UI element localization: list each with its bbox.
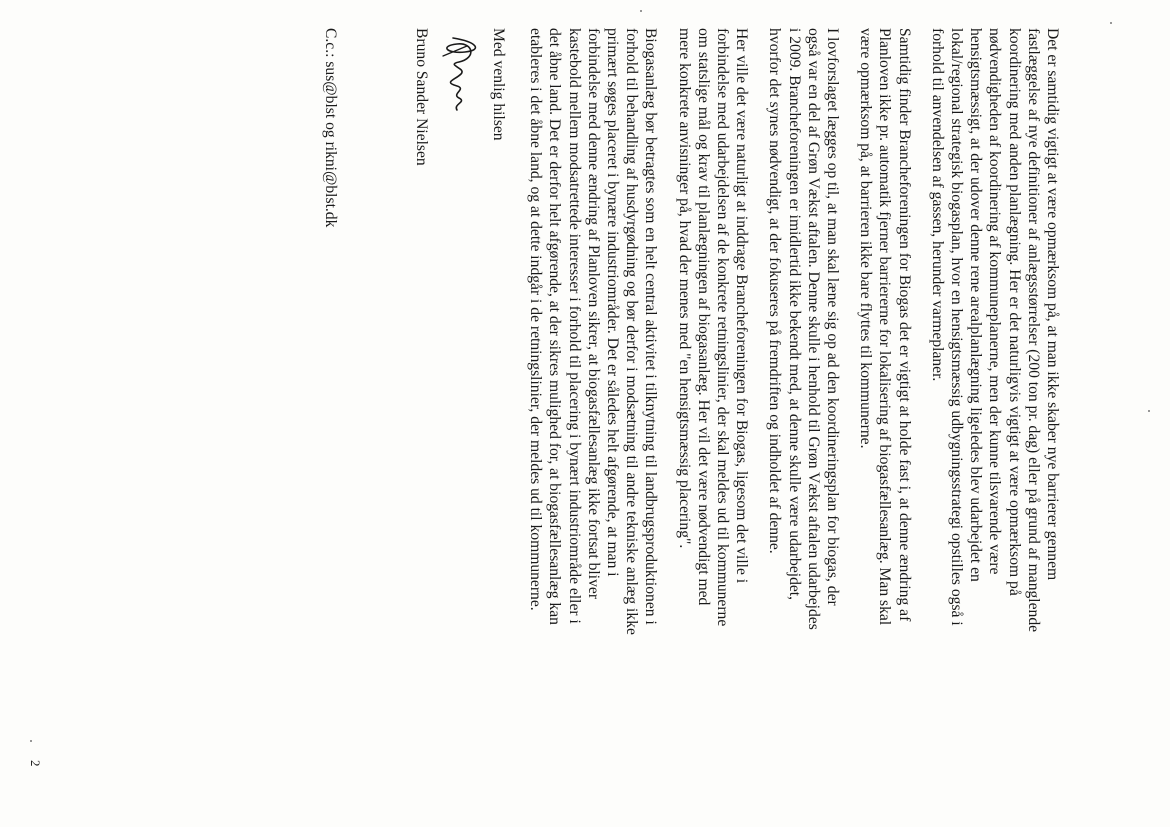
signature xyxy=(431,28,489,763)
paragraph-4: Her ville det være naturligt at inddrage Brancheforeningen for Biogas, ligesom det ville i forbindelse med udarbejdelsen af de konkrete retningslinier, der skal meldes ud til kommunerne om statslige mål og krav til planlægningen af biogasanlæg. Her vil det være nødvendigt med mere konkrete anvisninger på, hvad der menes med "en hensigtsmæssig placering". xyxy=(675,28,751,627)
closing-block xyxy=(320,28,508,763)
signature-scribble-icon xyxy=(433,32,487,152)
signatory-name: Bruno Sander Nielsen xyxy=(412,28,430,166)
scan-speck xyxy=(640,10,642,12)
paragraph-1: Det er samtidig vigtigt at være opmærksom på, at man ikke skaber nye barrierer gennem fastlæggelse af nye definitioner af anlægsstørrelser (200 ton pr. dag) eller på grund af manglende koordinering med anden planlægning. Her er det naturligvis vigtigt at være opmærksom på nødvendigheden af koordinering af kommuneplanerne, men der kunne tilsvarende være hensigtsmæssigt, at der udover denne rene arealplanlægning ligeledes blev udarbejdet en lokal/regional strategisk biogasplan, hvor en hensigtsmæssig udbygningsstrategi opstilles også i forhold til anvendelsen af gassen, herunder varmeplaner. xyxy=(928,28,1061,633)
page-number: 2 xyxy=(28,760,43,767)
scan-speck xyxy=(1148,410,1150,412)
paragraph-2: Samtidig finder Brancheforeningen for Biogas det er vigtigt at holde fast i, at denne ændring af Planloven ikke pr. automatik fjerner barriererne for lokalisering af biogasfællesanlæg. Man skal være opmærksom på, at barrieren ikke bare flyttes til kommunerne. xyxy=(857,28,913,626)
closing-salutation: Med venlig hilsen xyxy=(489,28,507,141)
scan-speck xyxy=(1110,22,1112,24)
scan-speck xyxy=(30,740,32,742)
paragraph-3: I lovforslaget lægges op til, at man skal læne sig op ad den koordineringsplan for biogas, der også var en del af Grøn Vækst aftalen. Denne skulle i henhold til Grøn Vækst aftalen udarbejdes i 2009. Brancheforeningen er imidlertid ikke bekendt med, at denne skulle være udarbejdet, hvorfor det synes nødvendigt, at der fokuseres på fremdriften og indholdet af denne. xyxy=(766,28,841,630)
cc-line: C.c.: sus@blst og rikni@blst.dk xyxy=(321,28,339,228)
paragraph-5: Biogasanlæg bør betragtes som en helt central aktivitet i tilknytning til landbrugsproduktionen i forhold til behandling af husdyrgødning og bør derfor i modsætning til andre tekniske anlæg ikke primært søges placeret i bynære industriområder. Det er således helt afgørende, at man i forbindelse med denne ændring af Planloven sikrer, at biogasfællesanlæg ikke fortsat bliver kastebold mellem modsatrettede interesser i forhold til placering i bynært industriområde eller i det åbne land. Det er derfor helt afgørende, at der sikres mulighed for, at biogasfællesanlæg kan etableres i det åbne land, og at dette indgår i de retningslinier, der meldes ud til kommunerne. xyxy=(527,28,660,635)
letter-body xyxy=(320,28,1062,763)
